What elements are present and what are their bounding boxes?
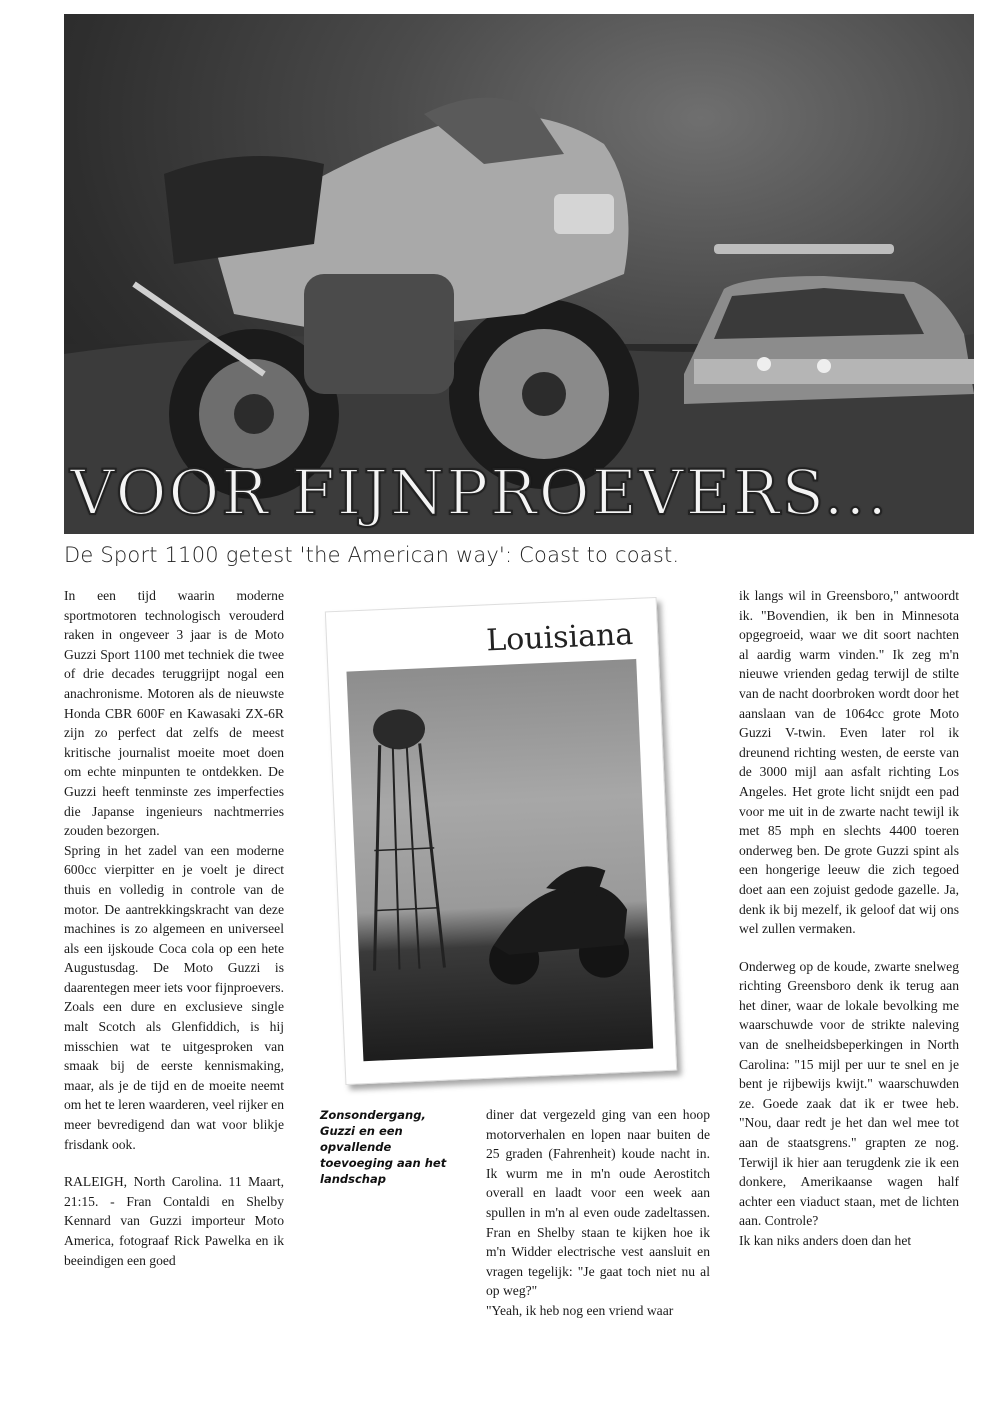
- water-tower-scene: [346, 659, 653, 1061]
- article-subtitle: De Sport 1100 getest 'the American way': Coast to coast.: [64, 543, 680, 567]
- paragraph: In een tijd waarin moderne sportmotoren technologisch verouderd raken in ongeveer 3 jaar is de Moto Guzzi Sport 1100 met techniek die twee of drie decades teruggrijpt nogal een anachronisme. Motoren als de nieuwste Honda CBR 600F en Kawasaki ZX-6R zijn zo perfect dat zelfs de meest kritische journalist moeite moet doen om echte minpunten te ontdekken. De Guzzi heeft tenminste zes imperfecties die Japanse ingenieurs nachtmerries zouden bezorgen.: [64, 588, 284, 839]
- article-headline: VOOR FIJNPROEVERS...: [70, 456, 889, 529]
- text-column-1: [64, 586, 284, 1288]
- paragraph: diner dat vergezeld ging van een hoop motorverhalen en lopen naar buiten de 25 graden (Fahrenheit) koude nacht in. Ik wurm me in m'n oude Aerostitch overall en laadt voor een week aan spullen in m'n al even oude zadeltassen. Fran en Shelby staan te kijken hoe ik m'n Widder electrische vest aansluit en vragen tegelijk: "Je gaat toch niet nu al op weg?": [486, 1107, 710, 1299]
- paragraph: ik langs wil in Greensboro," antwoordt ik. "Bovendien, ik ben in Minnesota opgegroeid, waar we dit soort nachten al aardig warm vinden." Ik zeg m'n nieuwe vrienden gedag terwijl de stilte van de nacht doorbroken wordt door het aanslaan van de 1064cc grote Moto Guzzi V-twin. Even later rol ik dreunend richting westen, de eerste van de 3000 mijl aan asfalt richting Los Angeles. Het grote licht snijdt een pad voor me uit in de zwarte nacht tewijl ik met 85 mph en slechts 4400 toeren onderweg ben. De grote Guzzi spint als een hongerige leeuw die zich tegoed doet aan een zojuist gedode gazelle. Ja, denk ik bij mezelf, ik geloof dat wij ons wel zullen vermaken.: [739, 588, 959, 937]
- text-column-4: [739, 586, 959, 1251]
- paragraph: Onderweg op de koude, zwarte snelweg richting Greensboro denk ik terug aan het diner, waar de lokale bevolking me waarschuwde voor de strikte naleving van de snelheidsbeperkingen in North Carolina: "15 mijl per uur te snel en je bent je rijbewijs kwijt." waarschuwden ze. Goede zaak dat ik er twee heb. "Nou, daar redt je het dan wel mee tot aan de staatsgrens." grapten ze nog. Terwijl ik hier aan terugdenk zie ik een donkere, Amerikaanse wagen half achter een viaduct staan, met de lichten aan. Controle?: [739, 958, 959, 1229]
- paragraph: Ik kan niks anders doen dan het: [739, 1233, 912, 1248]
- paragraph: RALEIGH, North Carolina. 11 Maart, 21:15. - Fran Contaldi en Shelby Kennard van Guzzi importeur Moto America, fotograaf Rick Pawelka en ik beeindigen een goed: [64, 1174, 284, 1268]
- photo-caption: Zonsondergang, Guzzi en een opvallende toevoeging aan het landschap: [320, 1108, 447, 1186]
- police-car: [684, 244, 974, 404]
- paragraph: "Yeah, ik heb nog een vriend waar: [486, 1302, 674, 1318]
- text-column-3: [486, 1105, 710, 1321]
- motorcycle-silhouette: [485, 865, 630, 986]
- photo-location-label: Louisiana: [485, 617, 634, 659]
- louisiana-photo: [325, 597, 677, 1085]
- paragraph: Spring in het zadel van een moderne 600cc vierpitter en je voelt je direct thuis en volledig in controle van de motor. De aantrekkingskracht van deze machines is zo algemeen en universeel als een ijskoude Coca cola op een hete Augustusdag. De Moto Guzzi is daarentegen meer iets voor fijnproevers. Zoals een dure en exclusieve single malt Scotch als Glenfiddich, is hij misschien wat te uitgesproken van smaak bij de eerste kennismaking, maar, als je de tijd en de moeite neemt om het te leren waarderen, veel rijker en meer bevredigend dan wat voor blikje frisdank ook.: [64, 842, 284, 1152]
- sunset-motorcycle-photo: [346, 659, 653, 1061]
